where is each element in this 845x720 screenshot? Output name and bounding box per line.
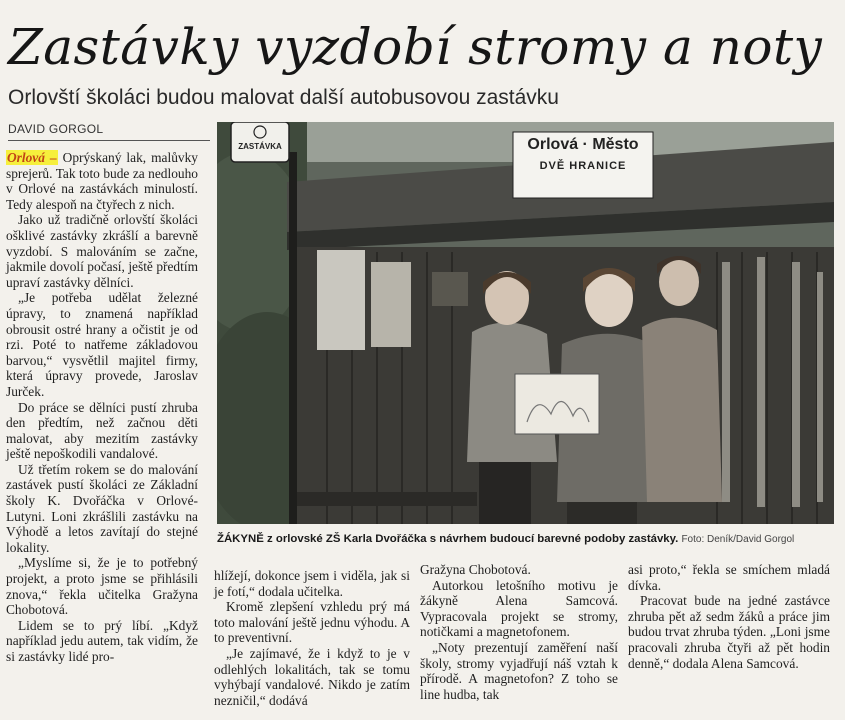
lead-text: Oprýskaný lak, malůvky sprejerů. Tak toto bude za nedlouho v Orlové na zastávkách minulostí. Tedy alespoň na čtyřech z nich. xyxy=(6,150,198,212)
paragraph: Lidem se to prý líbí. „Když například jedu autem, tak vidím, že si zastávky lidé pro- xyxy=(6,617,198,664)
dateline-highlight: Orlová – xyxy=(7,150,57,165)
paragraph: Do práce se dělníci pustí zhruba den předtím, než začnou děti malovat, aby mezitím zastávky ještě nepoškodili vandalové. xyxy=(6,399,198,462)
photo-caption xyxy=(217,532,834,547)
station-sign-line1: Orlová · Město xyxy=(527,136,639,153)
station-sign-line2: DVĚ HRANICE xyxy=(539,160,627,172)
paragraph: „Je potřeba udělat železné úpravy, to znamená například obrousit ostré hrany a očistit je od rzi. Poté to natřeme základovou barvou,“ vysvětlil majitel firmy, která úpravy provede, Jaroslav Jurček. xyxy=(6,290,198,399)
paragraph: Kromě zlepšení vzhledu prý má toto malování ještě jednu výhodu. A to preventivní. xyxy=(214,599,410,646)
photo-illustration xyxy=(217,122,834,524)
article-column-3 xyxy=(420,562,618,702)
paragraph: „Je zajímavé, že i když to je v odlehlých lokalitách, tak se tomu vyhýbají vandalové. Nikdo je zatím nezničil,“ dodává xyxy=(214,645,410,708)
paragraph: Autorkou letošního motivu je žákyně Alena Samcová. Vypracovala projekt se stromy, notičkami a magnetofonem. xyxy=(420,577,618,640)
paragraph: Už třetím rokem se do malování zastávek pustí školáci ze Základní školy K. Dvořáčka v Orlové-Lutyni. Loni zkrášlili zastávku na Výhodě a letos zavítají do stejné lokality. xyxy=(6,461,198,555)
paragraph: Jako už tradičně orlovští školáci ošklivé zastávky zkrášlí a barevně vyzdobí. S malováním se začne, jakmile dovolí počasí, ještě předtím upraví zastávky dělníci. xyxy=(6,212,198,290)
paragraph: hlížejí, dokonce jsem i viděla, jak si je fotí,“ dodala učitelka. xyxy=(214,568,410,599)
article-column-4 xyxy=(628,562,830,671)
paragraph: „Noty prezentují zaměření naší školy, stromy vyjadřují náš vztah k přírodě. A magnetofon? Z toho se line hudba, tak xyxy=(420,639,618,702)
caption-text: ŽÁKYNĚ z orlovské ZŠ Karla Dvořáčka s návrhem budoucí barevné podoby zastávky. xyxy=(217,533,679,545)
bus-stop-sign-text: ZASTÁVKA xyxy=(238,142,282,151)
article-column-1 xyxy=(6,150,198,665)
article-subtitle: Orlovští školáci budou malovat další autobusovou zastávku xyxy=(8,86,559,109)
paragraph: asi proto,“ řekla se smíchem mladá dívka. xyxy=(628,562,830,593)
paragraph: Pracovat bude na jedné zastávce zhruba pět až sedm žáků a práce jim budou trvat zhruba týden. „Loni jsme pracovali zhruba čtyři až pět hodin denně,“ dodala Alena Samcová. xyxy=(628,593,830,671)
paragraph: Gražyna Chobotová. xyxy=(420,562,531,577)
bus-stop-photo xyxy=(217,122,834,524)
lead-paragraph xyxy=(6,150,198,212)
byline-divider xyxy=(8,140,210,141)
station-sign-text xyxy=(513,136,653,172)
caption-credit: Foto: Deník/David Gorgol xyxy=(681,534,795,545)
drawing-poster xyxy=(515,374,599,434)
paragraph: „Myslíme si, že je to potřebný projekt, a proto jsme se přihlásili znova,“ řekla učitelka Gražyna Chobotová. xyxy=(6,555,198,618)
article-byline: DAVID GORGOL xyxy=(8,122,104,136)
article-headline: Zastávky vyzdobí stromy a noty xyxy=(8,18,823,76)
article-column-2 xyxy=(214,568,410,708)
